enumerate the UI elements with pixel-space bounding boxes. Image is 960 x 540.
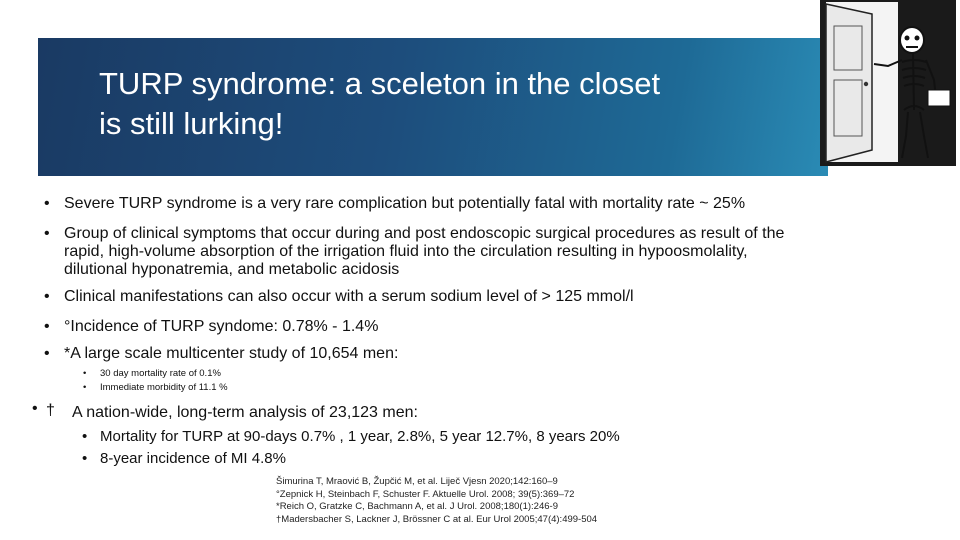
reference-3: *Reich O, Gratzke C, Bachmann A, et al. J Urol. 2008;180(1):246-9: [276, 501, 558, 512]
bullet-symptoms: • Group of clinical symptoms that occur during and post endoscopic surgical procedures as result of the: [44, 225, 785, 242]
reference-1: Šimurina T, Mraović B, Župčić M, et al. Liječ Vjesn 2020;142:160–9: [276, 476, 558, 487]
bullet-incidence: • °Incidence of TURP syndome: 0.78% - 1.4%: [44, 318, 379, 335]
title-line-2: is still lurking!: [99, 106, 284, 141]
sub-bullet-immediate-morbidity: • Immediate morbidity of 11.1 %: [83, 382, 228, 393]
dagger-mark: †: [46, 402, 55, 419]
sub-bullet-turp-mortality: • Mortality for TURP at 90-days 0.7% , 1 year, 2.8%, 5 year 12.7%, 8 years 20%: [82, 428, 620, 445]
title-line-1: TURP syndrome: a sceleton in the closet: [99, 66, 661, 101]
bullet-multicenter-study: • *A large scale multicenter study of 10,654 men:: [44, 345, 399, 362]
bullet-mortality: • Severe TURP syndrome is a very rare complication but potentially fatal with mortality rate ~ 25%: [44, 195, 746, 212]
sub-bullet-mi-incidence: • 8-year incidence of MI 4.8%: [82, 450, 286, 467]
reference-2: °Zepnick H, Steinbach F, Schuster F. Aktuelle Urol. 2008; 39(5):369–72: [276, 488, 575, 500]
bullet-symptoms-line-2: rapid, high-volume absorption of the irrigation fluid into the circulation resulting in hypoosmolality,: [64, 243, 748, 260]
bullet-nationwide-analysis: • † A nation-wide, long-term analysis of 23,123 men:: [32, 400, 418, 421]
bullet-symptoms-line-3: dilutional hyponatremia, and metabolic acidosis: [64, 261, 400, 278]
bullet-sodium: • Clinical manifestations can also occur with a serum sodium level of > 125 mmol/l: [44, 288, 634, 305]
references: [276, 476, 597, 526]
sub-bullet-30-day-mortality: • 30 day mortality rate of 0.1%: [83, 368, 221, 379]
reference-4: †Madersbacher S, Lackner J, Brössner C at al. Eur Urol 2005;47(4):499-504: [276, 513, 598, 525]
